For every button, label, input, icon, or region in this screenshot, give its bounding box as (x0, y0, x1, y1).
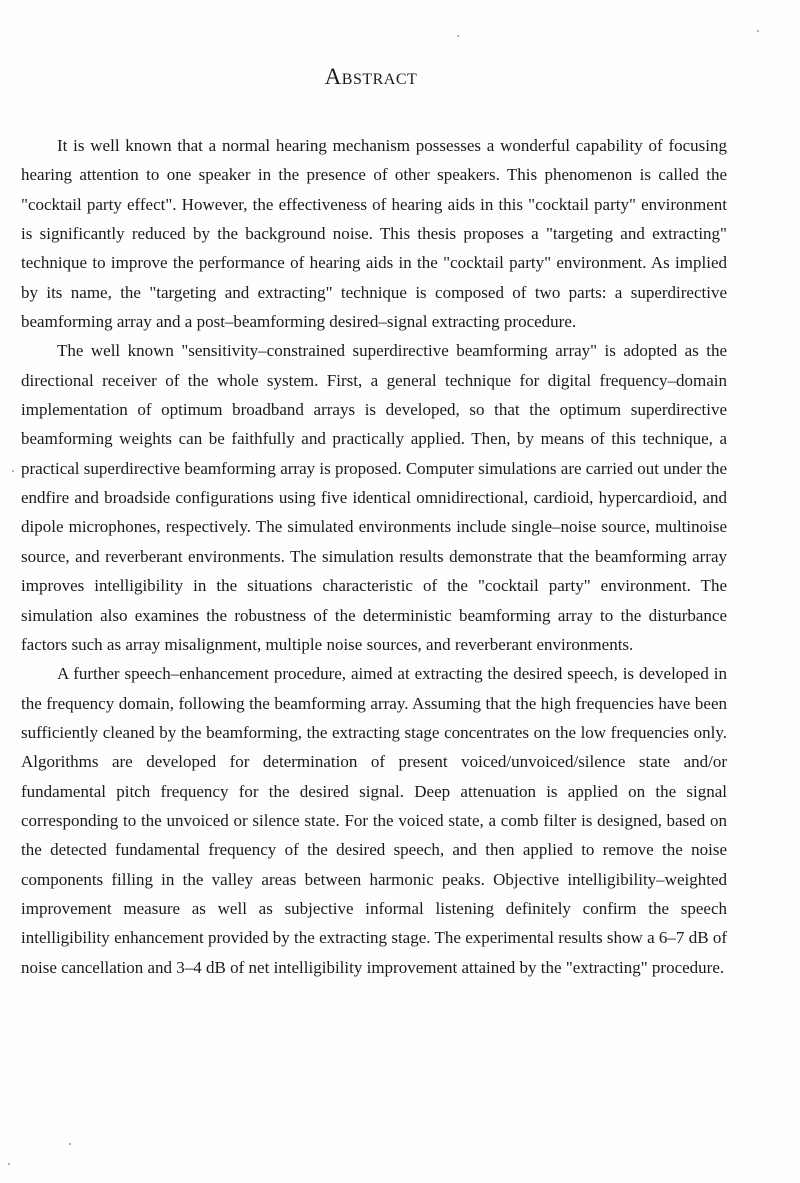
scan-speck (757, 30, 759, 32)
page-title: Abstract (324, 64, 418, 89)
paragraph-1: It is well known that a normal hearing mechanism possesses a wonderful capability of focusing hearing attention to one speaker in the presence of other speakers. This phenomenon is called the "cocktail party effect". However, the effectiveness of hearing aids in this "cocktail party" environment is significantly reduced by the background noise. This thesis proposes a "targeting and extracting" technique to improve the performance of hearing aids in the "cocktail party" environment. As implied by its name, the "targeting and extracting" technique is composed of two parts: a superdirective beamforming array and a post–beamforming desired–signal extracting procedure. (21, 136, 727, 332)
abstract-body (21, 131, 727, 982)
paragraph-2: The well known "sensitivity–constrained superdirective beamforming array" is adopted as the directional receiver of the whole system. First, a general technique for digital frequency–domain implementation of optimum broadband arrays is developed, so that the optimum superdirective beamforming weights can be faithfully and practically applied. Then, by means of this technique, a practical superdirective beamforming array is proposed. Computer simulations are carried out under the endfire and broadside configurations using five identical omnidirectional, cardioid, hypercardioid, and dipole microphones, respectively. The simulated environments include single–noise source, multinoise source, and reverberant environments. The simulation results demonstrate that the beamforming array improves intelligibility in the situations characteristic of the "cocktail party" environment. The simulation also examines the robustness of the deterministic beamforming array to the disturbance factors such as array misalignment, multiple noise sources, and reverberant environments. (21, 341, 727, 654)
scan-speck (457, 35, 459, 37)
scan-speck (69, 1143, 71, 1145)
scan-speck (12, 470, 14, 472)
paragraph-3: A further speech–enhancement procedure, aimed at extracting the desired speech, is developed in the frequency domain, following the beamforming array. Assuming that the high frequencies have been sufficiently cleaned by the beamforming, the extracting stage concentrates on the low frequencies only. Algorithms are developed for determination of present voiced/unvoiced/silence state and/or fundamental pitch frequency for the desired signal. Deep attenuation is applied on the signal corresponding to the unvoiced or silence state. For the voiced state, a comb filter is designed, based on the detected fundamental frequency of the desired speech, and then applied to remove the noise components filling in the valley areas between harmonic peaks. Objective intelligibility–weighted improvement measure as well as subjective informal listening definitely confirm the speech intelligibility enhancement provided by the extracting stage. The experimental results show a 6–7 dB of noise cancellation and 3–4 dB of net intelligibility improvement attained by the "extracting" procedure. (21, 664, 727, 977)
scan-speck (8, 1163, 10, 1165)
